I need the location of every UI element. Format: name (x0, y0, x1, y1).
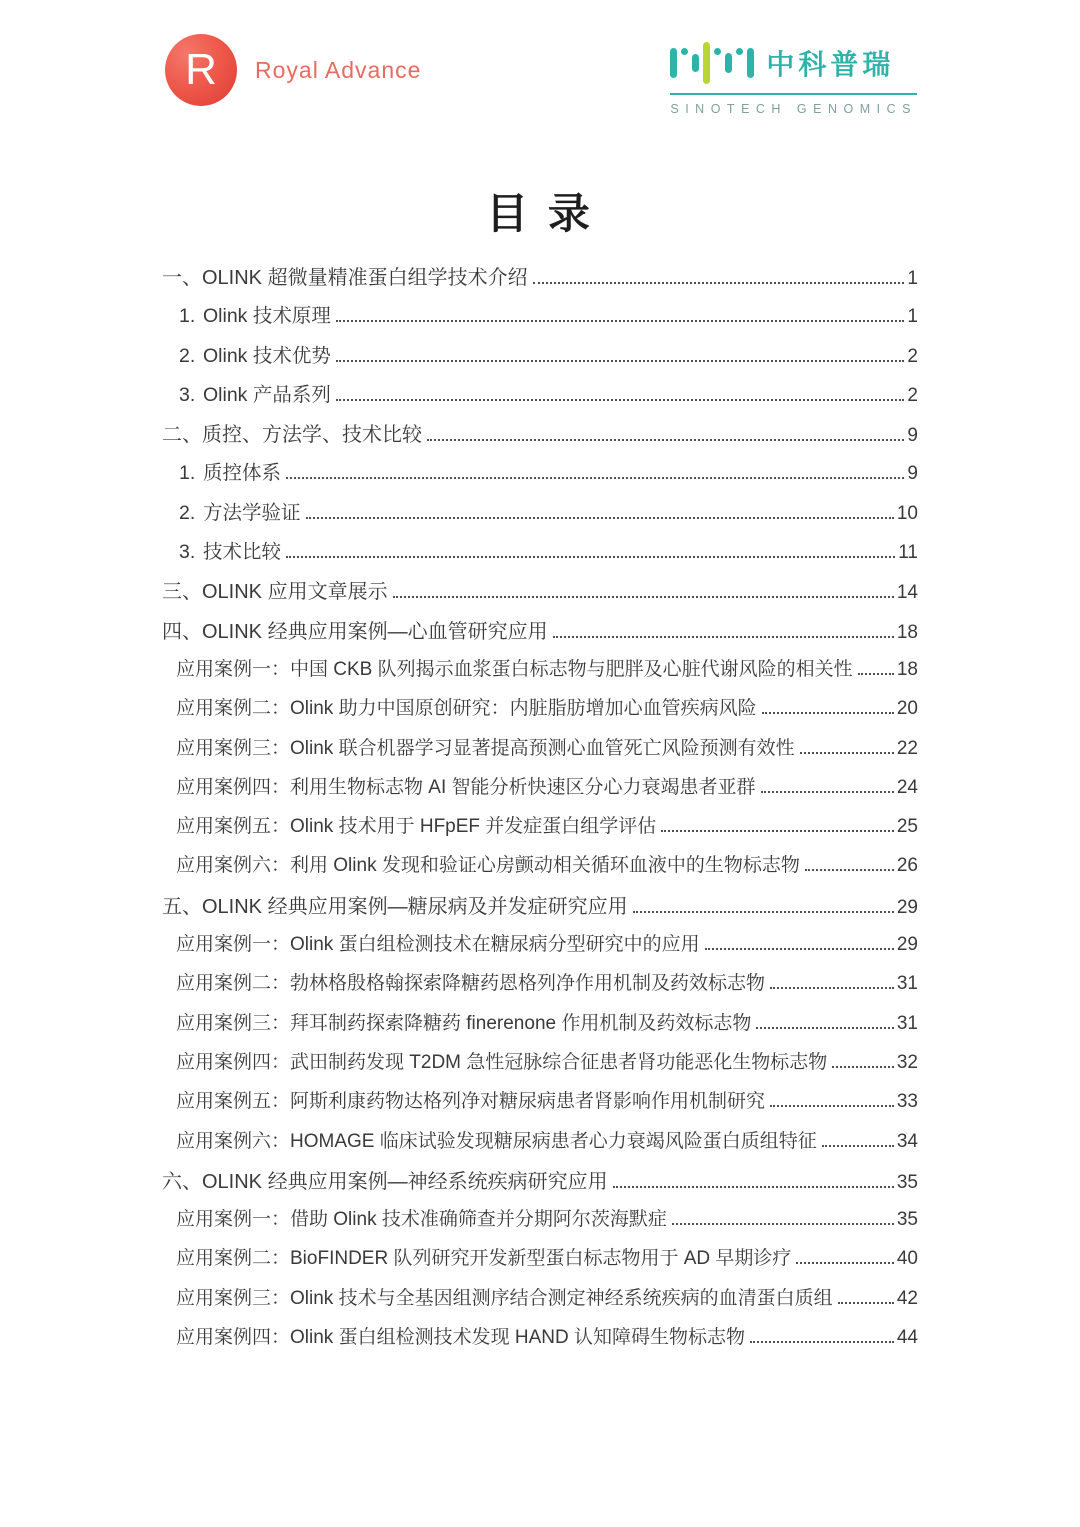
toc-entry-page-number: 35 (896, 1171, 918, 1193)
toc-entry[interactable] (162, 340, 918, 379)
toc-entry-page-number: 14 (896, 582, 918, 604)
toc-dotted-leader (336, 319, 905, 322)
toc-entry-label: 应用案例六：HOMAGE 临床试验发现糖尿病患者心力衰竭风险蛋白质组特征 (176, 1130, 817, 1152)
toc-entry[interactable] (162, 890, 918, 929)
toc-entry[interactable] (162, 261, 918, 300)
toc-entry[interactable] (162, 497, 918, 536)
toc-entry-label: 六、OLINK 经典应用案例—神经系统疾病研究应用 (162, 1170, 608, 1193)
toc-entry-label: 应用案例二：BioFINDER 队列研究开发新型蛋白标志物用于 AD 早期诊疗 (176, 1248, 792, 1270)
toc-entry[interactable] (162, 1243, 918, 1282)
toc-entry-page-number: 1 (907, 268, 918, 289)
toc-dotted-leader (336, 398, 905, 401)
toc-dotted-leader (613, 1185, 894, 1188)
toc-entry-page-number: 40 (896, 1248, 918, 1270)
toc-entry-page-number: 25 (896, 816, 918, 838)
toc-dotted-leader (750, 1340, 894, 1343)
toc-dotted-leader (533, 281, 905, 284)
toc-entry[interactable] (162, 654, 918, 693)
toc-entry-label: 一、OLINK 超微量精准蛋白组学技术介绍 (162, 267, 528, 289)
toc-entry-label: 应用案例一：中国 CKB 队列揭示血浆蛋白标志物与肥胖及心脏代谢风险的相关性 (176, 658, 853, 680)
toc-dotted-leader (286, 476, 904, 479)
toc-entry-page-number: 18 (896, 621, 918, 643)
toc-entry-label: Olink 技术优势 (203, 344, 331, 367)
toc-entry[interactable] (162, 733, 918, 772)
toc-entry[interactable] (162, 693, 918, 732)
page-title: 目 录 (486, 190, 594, 237)
toc-entry-number: 3. (179, 383, 196, 406)
toc-entry-page-number: 44 (896, 1327, 918, 1349)
toc-entry-page-number: 33 (896, 1091, 918, 1113)
page-header (165, 34, 917, 116)
toc-entry-label: 应用案例一：Olink 蛋白组检测技术在糖尿病分型研究中的应用 (176, 934, 700, 956)
toc-entry[interactable] (162, 968, 918, 1007)
royal-advance-logo (165, 34, 421, 106)
toc-entry-page-number: 10 (896, 502, 918, 524)
toc-entry-page-number: 9 (907, 425, 918, 447)
toc-dotted-leader (306, 516, 894, 519)
sinotech-en-name: SINOTECH GENOMICS (670, 102, 917, 116)
toc-dotted-leader (705, 947, 894, 950)
toc-entry-number: 2. (179, 344, 196, 367)
toc-entry[interactable] (162, 929, 918, 968)
toc-entry-page-number: 32 (896, 1051, 918, 1073)
toc-entry[interactable] (162, 1322, 918, 1361)
toc-entry[interactable] (162, 457, 918, 496)
toc-dotted-leader (553, 635, 894, 638)
toc-entry-label: 应用案例六：利用 Olink 发现和验证心房颤动相关循环血液中的生物标志物 (176, 855, 800, 877)
toc-entry-page-number: 26 (896, 855, 918, 877)
toc-dotted-leader (761, 790, 894, 793)
toc-dotted-leader (770, 1104, 894, 1107)
toc-entry[interactable] (162, 1126, 918, 1165)
toc-entry-page-number: 31 (896, 973, 918, 995)
toc-entry-page-number: 18 (896, 658, 918, 680)
toc-entry-label: 质控体系 (203, 462, 282, 485)
toc-entry-label: 应用案例三：Olink 联合机器学习显著提高预测心血管死亡风险预测有效性 (176, 737, 795, 759)
toc-entry-label: 应用案例二：勃林格殷格翰探索降糖药恩格列净作用机制及药效标志物 (176, 973, 766, 995)
toc-entry-label: 应用案例二：Olink 助力中国原创研究：内脏脂肪增加心血管疾病风险 (176, 698, 757, 720)
toc-dotted-leader (672, 1222, 894, 1225)
toc-entry-label: Olink 产品系列 (203, 383, 331, 406)
toc-dotted-leader (805, 868, 894, 871)
toc-entry[interactable] (162, 1008, 918, 1047)
toc-dotted-leader (661, 829, 894, 832)
toc-entry-label: 方法学验证 (203, 501, 301, 524)
toc-entry[interactable] (162, 575, 918, 614)
toc-entry-label: 二、质控、方法学、技术比较 (162, 424, 422, 447)
sinotech-cn-name: 中科普瑞 (766, 49, 895, 80)
toc-entry-page-number: 24 (896, 776, 918, 798)
toc-entry-label: 四、OLINK 经典应用案例—心血管研究应用 (162, 620, 548, 643)
toc-entry-page-number: 20 (896, 698, 918, 720)
toc-entry-label: 应用案例一：借助 Olink 技术准确筛查并分期阿尔茨海默症 (176, 1209, 667, 1231)
toc-entry-page-number: 2 (907, 345, 918, 367)
toc-entry-page-number: 35 (896, 1209, 918, 1231)
toc-entry-label: 应用案例四：Olink 蛋白组检测技术发现 HAND 认知障碍生物标志物 (176, 1327, 745, 1349)
toc-dotted-leader (822, 1144, 894, 1147)
toc-dotted-leader (756, 1026, 894, 1029)
royal-advance-logo-text: Royal Advance (255, 56, 422, 83)
toc-entry-page-number: 22 (896, 737, 918, 759)
toc-entry-label: 五、OLINK 经典应用案例—糖尿病及并发症研究应用 (162, 895, 628, 918)
toc-dotted-leader (427, 438, 904, 441)
toc-entry[interactable] (162, 615, 918, 654)
toc-entry-label: Olink 技术原理 (203, 305, 331, 328)
toc-dotted-leader (858, 672, 894, 675)
toc-list (162, 261, 918, 1361)
toc-entry-label: 技术比较 (203, 541, 282, 564)
toc-dotted-leader (796, 1261, 893, 1264)
toc-entry[interactable] (162, 300, 918, 339)
toc-entry-number: 3. (179, 541, 196, 564)
toc-dotted-leader (832, 1065, 894, 1068)
toc-entry-label: 应用案例三：Olink 技术与全基因组测序结合测定神经系统疾病的血清蛋白质组 (176, 1287, 833, 1309)
toc-entry[interactable] (162, 811, 918, 850)
toc-entry-number: 1. (179, 462, 196, 485)
toc-entry-page-number: 11 (898, 542, 918, 564)
toc-entry-number: 1. (179, 305, 196, 328)
logo-divider (670, 93, 917, 95)
toc-entry-page-number: 9 (907, 463, 918, 485)
toc-entry[interactable] (162, 1165, 918, 1204)
toc-entry[interactable] (162, 772, 918, 811)
toc-entry[interactable] (162, 850, 918, 889)
toc-dotted-leader (838, 1301, 894, 1304)
toc-entry-number: 2. (179, 501, 196, 524)
toc-entry-label: 应用案例五：阿斯利康药物达格列净对糖尿病患者肾影响作用机制研究 (176, 1091, 766, 1113)
toc-entry-label: 应用案例三：拜耳制药探索降糖药 finerenone 作用机制及药效标志物 (176, 1012, 752, 1034)
toc-dotted-leader (762, 711, 894, 714)
royal-advance-logo-icon (165, 34, 237, 106)
sinotech-genomics-logo (670, 34, 917, 116)
toc-entry-page-number: 29 (896, 934, 918, 956)
toc-dotted-leader (633, 910, 894, 913)
toc-dotted-leader (286, 555, 895, 558)
toc-entry-page-number: 34 (896, 1130, 918, 1152)
toc-entry-label: 应用案例五：Olink 技术用于 HFpEF 并发症蛋白组学评估 (176, 816, 657, 838)
toc-entry-label: 三、OLINK 应用文章展示 (162, 581, 388, 604)
toc-entry-page-number: 29 (896, 896, 918, 918)
toc-dotted-leader (393, 595, 894, 598)
toc-entry[interactable] (162, 379, 918, 418)
toc-dotted-leader (800, 751, 894, 754)
toc-entry[interactable] (162, 1086, 918, 1125)
toc-entry-page-number: 1 (907, 306, 918, 328)
logo-monogram: R (185, 45, 217, 94)
toc-entry-label: 应用案例四：武田制药发现 T2DM 急性冠脉综合征患者肾功能恶化生物标志物 (176, 1051, 828, 1073)
soundwave-bars-icon (670, 42, 754, 84)
toc-dotted-leader (770, 986, 894, 989)
toc-dotted-leader (336, 359, 905, 362)
toc-entry-label: 应用案例四：利用生物标志物 AI 智能分析快速区分心力衰竭患者亚群 (176, 776, 756, 798)
toc-entry-page-number: 31 (896, 1012, 918, 1034)
toc-entry[interactable] (162, 1204, 918, 1243)
toc-entry[interactable] (162, 418, 918, 457)
toc-entry[interactable] (162, 536, 918, 575)
toc-entry[interactable] (162, 1283, 918, 1322)
toc-entry[interactable] (162, 1047, 918, 1086)
toc-entry-page-number: 42 (896, 1287, 918, 1309)
toc-entry-page-number: 2 (907, 384, 918, 406)
